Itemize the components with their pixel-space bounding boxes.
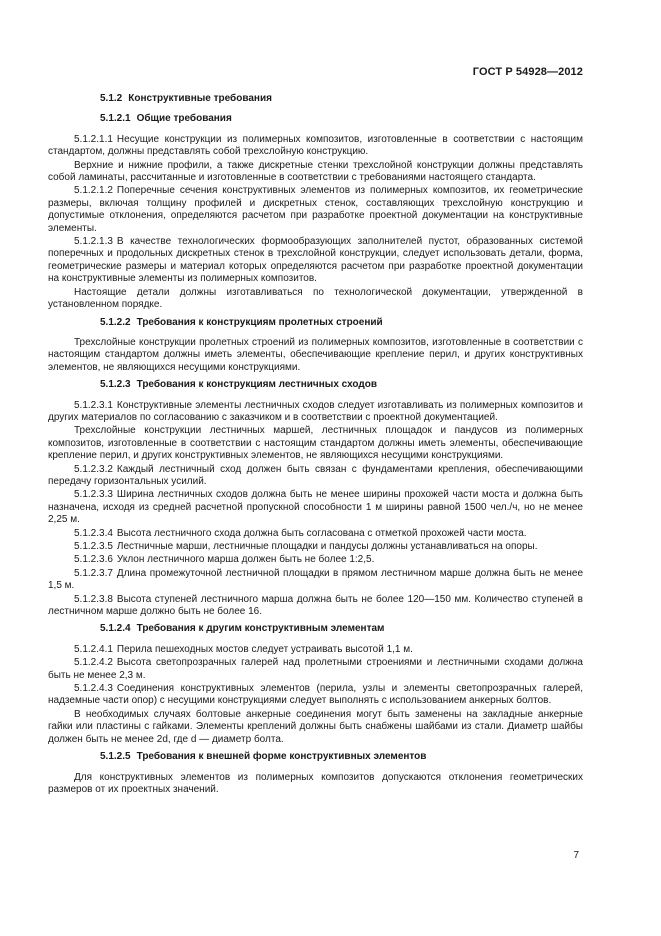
section-number: 5.1.2.1: [100, 113, 131, 125]
paragraph-text: В качестве технологических формообразующих заполнителей пустот, образованных системой поперечных и продольных дискретных стенок в трехслойной конструкции, следует использовать детали, форма, геометрические размеры и материал которых определяются расчетом при разработке проектной документации на конструктивные элементы из полимерных композитов.: [48, 236, 583, 285]
paragraph-text: Высота ступеней лестничного марша должна быть не более 120—150 мм. Количество ступеней в лестничном марше должно быть не более 16.: [48, 593, 583, 618]
section-number: 5.1.2.5: [100, 751, 131, 763]
clause-number: 5.1.2.1.3: [74, 236, 113, 248]
clause-number: 5.1.2.1.1: [74, 133, 113, 145]
paragraph: [48, 568, 583, 593]
section-heading: [48, 93, 583, 105]
clause-number: 5.1.2.3.2: [74, 463, 113, 475]
section-title: Общие требования: [136, 113, 232, 125]
paragraph: [48, 772, 583, 797]
paragraph-text: Высота лестничного схода должна быть согласована с отметкой прохожей части моста.: [116, 527, 527, 539]
section-number: 5.1.2.2: [100, 316, 131, 328]
paragraph: [48, 683, 583, 708]
paragraph-text: Лестничные марши, лестничные площадки и пандусы должны устанавливаться на опоры.: [116, 541, 538, 552]
paragraph-text: Поперечные сечения конструктивных элементов из полимерных композитов, их геометрические размеры, включая толщину профилей и дискретных стенок, составляющих трехслойную конструкцию и допустимые отклонения, определяются расчетом при разработке проектной документации на конструктивные элементы.: [48, 185, 583, 234]
paragraph-text: Конструктивные элементы лестничных сходов следует изготавливать из полимерных композитов и других материалов по согласованию с заказчиком и в соответствии с проектной документацией.: [48, 399, 583, 423]
document-body: [48, 93, 583, 797]
paragraph: [48, 134, 583, 159]
paragraph-text: Трехслойные конструкции пролетных строений из полимерных композитов, изготовленные в соответствии с настоящим стандартом должны иметь элементы, обеспечивающие крепление перил, и других конструктивных элементов, не являющихся несущими конструкциями.: [48, 336, 583, 373]
paragraph-text: Верхние и нижние профили, а также дискретные стенки трехслойной конструкции должны представлять собой ламинаты, рассчитанные и изготовленные в соответствии с требованиями настоящего стандарта.: [48, 159, 583, 184]
clause-number: 5.1.2.3.6: [74, 554, 113, 566]
paragraph: [48, 185, 583, 235]
paragraph: [48, 644, 583, 656]
paragraph: [48, 400, 583, 425]
clause-number: 5.1.2.4.1: [74, 643, 113, 655]
clause-number: 5.1.2.3.7: [74, 567, 113, 579]
paragraph-text: Настоящие детали должны изготавливаться по технологической документации, утвержденной в установленном порядке.: [48, 286, 583, 311]
paragraph: [48, 594, 583, 619]
clause-number: 5.1.2.3.8: [74, 593, 113, 605]
paragraph-text: Соединения конструктивных элементов (перила, узлы и элементы светопрозрачных галерей, надземные части опор) с несущими конструкциями следует выполнять с использованием анкерных болтов.: [48, 683, 583, 707]
paragraph-text: Длина промежуточной лестничной площадки в прямом лестничном марше должна быть не менее 1,5 м.: [48, 567, 583, 592]
section-title: Требования к другим конструктивным элементам: [136, 623, 385, 635]
clause-number: 5.1.2.3.3: [74, 489, 113, 501]
section-heading: [48, 623, 583, 635]
clause-number: 5.1.2.3.1: [74, 399, 113, 411]
document-header: ГОСТ Р 54928—2012: [472, 66, 583, 78]
paragraph: [48, 554, 583, 566]
paragraph: [48, 489, 583, 526]
paragraph-text: Несущие конструкции из полимерных композитов, изготовленные в соответствии с настоящим стандартом, должны представлять собой трехслойную конструкцию.: [48, 133, 583, 158]
section-title: Конструктивные требования: [128, 93, 272, 104]
section-number: 5.1.2.4: [100, 623, 131, 635]
paragraph: [48, 709, 583, 746]
section-number: 5.1.2: [100, 93, 123, 104]
clause-number: 5.1.2.3.4: [74, 527, 113, 539]
clause-number: 5.1.2.3.5: [74, 541, 113, 552]
paragraph: [48, 287, 583, 312]
paragraph: [48, 160, 583, 185]
section-heading: [48, 751, 583, 763]
paragraph: [48, 425, 583, 462]
paragraph: [48, 657, 583, 682]
paragraph-text: Ширина лестничных сходов должна быть не менее ширины прохожей части моста и должна быть назначена, исходя из средней расчетной пропускной способности 1 м ширины равной 1500 чел./ч, но не менее 2,25 м.: [48, 489, 583, 526]
section-heading: [48, 379, 583, 391]
paragraph: [48, 464, 583, 489]
paragraph-text: В необходимых случаях болтовые анкерные соединения могут быть заменены на закладные анкерные гайки или пластины с гайками. Элементы креплений должны быть снабжены шайбами из стали. Диаметр шайбы должен быть не менее 2d, где d — диаметр болта.: [48, 708, 583, 745]
section-heading: [48, 113, 583, 125]
section-title: Требования к конструкциям пролетных строений: [136, 316, 383, 328]
paragraph-text: Каждый лестничный сход должен быть связан с фундаментами крепления, обеспечивающими передачу горизонтальных усилий.: [48, 463, 583, 487]
section-number: 5.1.2.3: [100, 379, 131, 391]
paragraph-text: Высота светопрозрачных галерей над пролетными строениями и лестничными сходами должна быть не менее 2,3 м.: [48, 657, 583, 681]
paragraph-text: Перила пешеходных мостов следует устраивать высотой 1,1 м.: [116, 643, 413, 655]
clause-number: 5.1.2.4.2: [74, 657, 113, 669]
paragraph-text: Уклон лестничного марша должен быть не более 1:2,5.: [116, 554, 375, 566]
clause-number: 5.1.2.1.2: [74, 185, 113, 197]
page-number: 7: [573, 850, 579, 861]
clause-number: 5.1.2.4.3: [74, 683, 113, 695]
paragraph: [48, 541, 583, 553]
section-title: Требования к конструкциям лестничных сходов: [136, 379, 377, 391]
section-title: Требования к внешней форме конструктивных элементов: [136, 751, 427, 763]
paragraph: [48, 528, 583, 540]
section-heading: [48, 317, 583, 329]
paragraph: [48, 236, 583, 286]
paragraph: [48, 337, 583, 374]
paragraph-text: Трехслойные конструкции лестничных маршей, лестничных площадок и пандусов из полимерных композитов, изготовленные в соответствии с настоящим стандартом должны иметь элементы, обеспечивающие крепление перил, и других конструктивных элементов, не являющихся несущими конструкциями.: [48, 425, 583, 462]
paragraph-text: Для конструктивных элементов из полимерных композитов допускаются отклонения геометрических размеров от их проектных значений.: [48, 771, 583, 795]
